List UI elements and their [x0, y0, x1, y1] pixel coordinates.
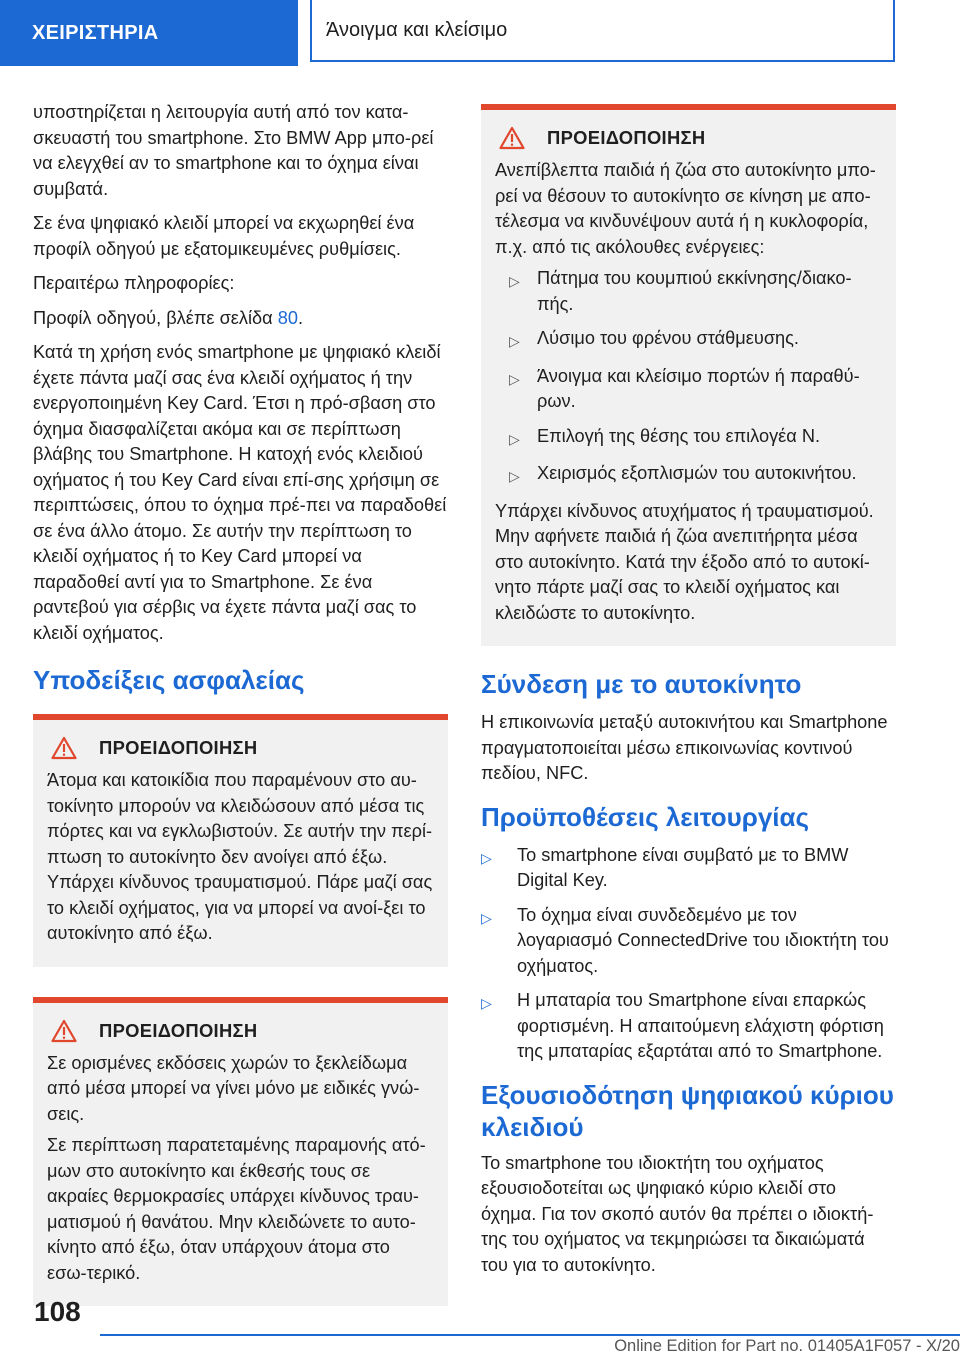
bullet-triangle-icon: ▷	[481, 849, 492, 866]
warning-header	[47, 1019, 434, 1043]
profile-ref-end: .	[297, 307, 304, 328]
page-header	[0, 0, 960, 66]
intro-paragraph-1: υποστηρίζεται η λειτουργία αυτή από τον κατα-σκευαστή του smartphone. Στο BMW App μπο-ρεί να ελεγχθεί αν το smartphone και το όχημα είναι συμβατά.	[33, 102, 434, 199]
left-column	[33, 100, 448, 1320]
bullet-triangle-icon: ▷	[509, 370, 520, 387]
bullet-triangle-icon: ▷	[509, 430, 520, 447]
warning-text-1: Σε ορισμένες εκδόσεις χωρών το ξεκλείδωμα από μέσα μπορεί να γίνει μόνο με ειδικές γνώ-σεις.	[47, 1052, 420, 1124]
warning-action-list	[495, 266, 882, 490]
more-info-label: Περαιτέρω πληροφορίες:	[33, 273, 235, 293]
warning-triangle-icon	[499, 126, 525, 150]
bullet-triangle-icon: ▷	[481, 909, 492, 926]
list-item: ▷ Η μπαταρία του Smartphone είναι επαρκώς φορτισμένη. Η απαιτούμενη ελάχιστη φόρτιση της μπαταρίας εξαρτάται από το Smartphone.	[481, 988, 896, 1065]
warning-title: ΠΡΟΕΙΔΟΠΟΙΗΣΗ	[99, 1019, 258, 1041]
list-item: ▷ Άνοιγμα και κλείσιμο πορτών ή παραθύ-ρων.	[495, 364, 882, 415]
warning-header	[47, 736, 434, 760]
footer-divider	[100, 1334, 960, 1336]
bullet-triangle-icon: ▷	[509, 273, 520, 289]
warning-box-3	[481, 104, 896, 646]
warning-title: ΠΡΟΕΙΔΟΠΟΙΗΣΗ	[99, 737, 258, 758]
list-item: ▷ Το όχημα είναι συνδεδεμένο με τον λογαριασμό ConnectedDrive του ιδιοκτήτη του οχήματος.	[481, 903, 896, 980]
warning-triangle-icon	[51, 736, 77, 760]
connection-heading: Σύνδεση με το αυτοκίνητο	[481, 669, 802, 699]
requirements-heading: Προϋποθέσεις λειτουργίας	[481, 801, 810, 832]
warning-text-1: Ανεπίβλεπτα παιδιά ή ζώα στο αυτοκίνητο μπο-ρεί να θέσουν το αυτοκίνητο σε κίνηση με απο-τέλεσμα να κινδυνέψουν αυτά ή η κυκλοφορία, π.χ. από τις ακόλουθες ενέργειες:	[495, 160, 876, 257]
profile-page-link[interactable]: 80	[277, 307, 298, 328]
warning-text-2: Σε περίπτωση παρατεταμένης παραμονής ατό-μων στο αυτοκίνητο και έκθεσής τους σε ακραίες θερμοκρασίες υπάρχει κίνδυνος τραυ-ματισμού ή θανάτου. Μην κλειδώνετε το αυτο-κίνητο από έξω, όταν υπάρχουν άτομα στο εσω-τερικό.	[47, 1135, 426, 1283]
warning-text: Άτομα και κατοικίδια που παραμένουν στο αυ-τοκίνητο μπορούν να κλειδώσουν από μέσα τις πόρτες και να εγκλωβιστούν. Σε αυτήν την περί-πτωση το αυτοκίνητο δεν ανοίγει από έξω. Υπάρχει κίνδυνος τραυματισμού. Πάρε μαζί σας το κλειδί οχήματος, για να μπορεί να ανοί-ξει το αυτοκίνητο από έξω.	[47, 770, 433, 943]
warning-box-1	[33, 714, 448, 967]
right-column	[481, 104, 896, 1287]
warning-text-2: Υπάρχει κίνδυνος ατυχήματος ή τραυματισμού. Μην αφήνετε παιδιά ή ζώα ανεπιτήρητα μέσα στο αυτοκίνητο. Κατά την έξοδο από το αυτοκί-νητο πάρτε μαζί σας το κλειδί οχήματος και κλειδώστε το αυτοκίνητο.	[495, 500, 874, 623]
body-paragraph: Κατά τη χρήση ενός smartphone με ψηφιακό κλειδί έχετε πάντα μαζί σας ένα κλειδί οχήματος ή την ενεργοποιημένη Key Card. Έτσι η πρό-σβαση στο όχημα διασφαλίζεται ακόμα και σε περίπτωση βλάβης του Smartphone. Η κατοχή ενός κλειδιού οχήματος ή του Key Card είναι επί-σης χρήσιμη σε περιπτώσεις, όπου το όχημα πρέ-πει να παραδοθεί σε ένα άλλο άτομο. Σε αυτήν την περίπτωση το κλειδί οχήματος ή το Key Card μπορεί να παραδοθεί αντί για το Smartphone. Σε ένα ραντεβού για σέρβις να έχετε πάντα μαζί σας το κλειδί οχήματος.	[33, 342, 447, 643]
connection-text: Η επικοινωνία μεταξύ αυτοκινήτου και Smartphone πραγματοποιείται μέσω επικοινωνίας κοντινού πεδίου, NFC.	[481, 712, 888, 783]
list-item: ▷ Χειρισμός εξοπλισμών του αυτοκινήτου.	[495, 461, 882, 490]
page-number: 108	[34, 1296, 81, 1327]
intro-paragraph-2: Σε ένα ψηφιακό κλειδί μπορεί να εκχωρηθεί ένα προφίλ οδηγού με εξατομικευμένες ρυθμίσεις.	[33, 213, 415, 259]
list-item: ▷ Επιλογή της θέσης του επιλογέα N.	[495, 424, 882, 453]
list-item: ▷ Πάτημα του κουμπιού εκκίνησης/διακο-πής.	[495, 266, 882, 317]
topic-tab: Άνοιγμα και κλείσιμο	[310, 0, 895, 62]
list-item: ▷ Λύσιμο του φρένου στάθμευσης.	[495, 326, 882, 355]
list-item: ▷ Το smartphone είναι συμβατό με το BMW Digital Key.	[481, 843, 896, 894]
safety-heading: Υποδείξεις ασφαλείας	[33, 665, 305, 695]
warning-triangle-icon	[51, 1019, 77, 1043]
profile-reference	[33, 306, 448, 332]
warning-box-2	[33, 997, 448, 1307]
authorization-text: Το smartphone του ιδιοκτήτη του οχήματος εξουσιοδοτείται ως ψηφιακό κύριο κλειδί στο όχημα. Για τον σκοπό αυτόν θα πρέπει ο ιδιοκτή-της του οχήματος να τεκμηριώσει τα δικαιώματά του για το αυτοκίνητο.	[481, 1152, 874, 1275]
authorization-heading: Εξουσιοδότηση ψηφιακού κύριου κλειδιού	[481, 1079, 894, 1142]
warning-header	[495, 126, 882, 150]
bullet-triangle-icon: ▷	[509, 333, 520, 349]
chapter-tab: ΧΕΙΡΙΣΤΗΡΙΑ	[0, 0, 298, 66]
bullet-triangle-icon: ▷	[509, 468, 520, 484]
warning-title: ΠΡΟΕΙΔΟΠΟΙΗΣΗ	[547, 127, 706, 148]
bullet-triangle-icon: ▷	[481, 995, 492, 1011]
edition-footer: Online Edition for Part no. 01405A1F057 - X/20	[614, 1337, 960, 1355]
profile-ref-text: Προφίλ οδηγού, βλέπε σελίδα	[33, 307, 273, 328]
requirements-list	[481, 843, 896, 1065]
